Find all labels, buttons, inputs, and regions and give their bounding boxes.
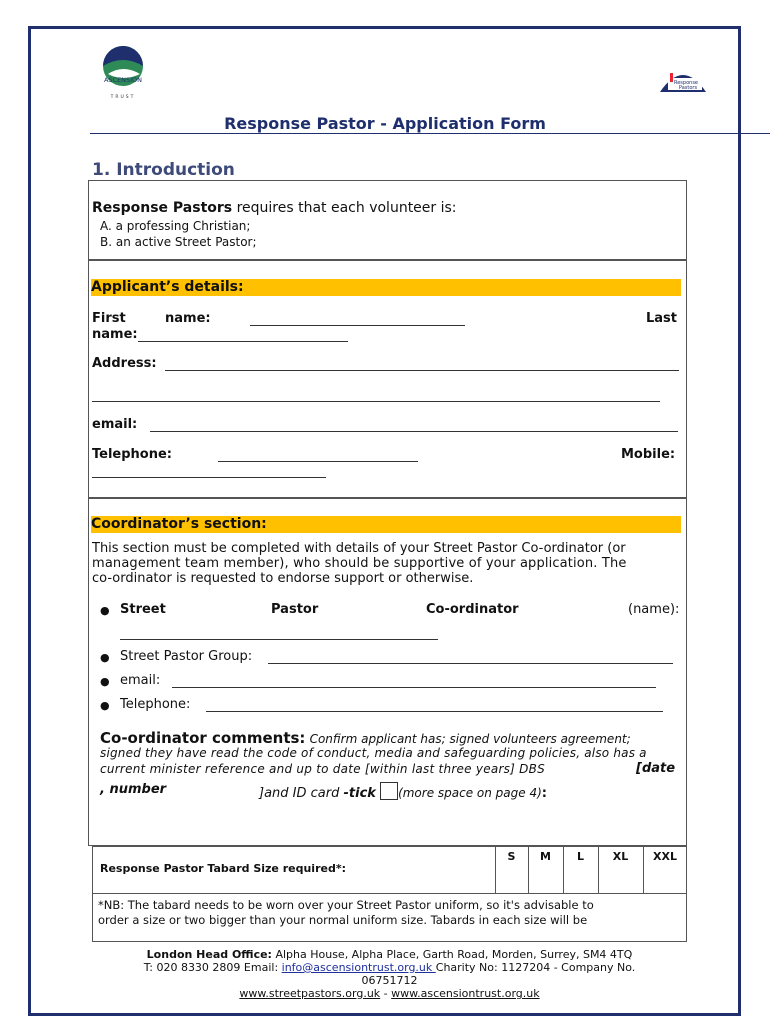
last-name-field[interactable] <box>138 341 348 342</box>
mobile-field[interactable] <box>92 477 326 478</box>
footer-office: London Head Office: Alpha House, Alpha Place, Garth Road, Morden, Surrey, SM4 4TQ <box>146 948 633 961</box>
tabard-note-line1: *NB: The tabard needs to be worn over your Street Pastor uniform, so it's advisable to <box>98 898 594 912</box>
intro-item-b: B. an active Street Pastor; <box>100 235 257 249</box>
last-name-label: Last <box>646 311 678 326</box>
title-divider <box>90 133 770 134</box>
bullet-icon: ● <box>100 675 110 688</box>
size-table-divider <box>92 893 687 894</box>
intro-lead: Response Pastors requires that each volunteer is: <box>92 200 457 216</box>
coordinator-name-word3: Co-ordinator <box>426 602 519 617</box>
street-pastor-group-label: Street Pastor Group: <box>120 649 253 664</box>
coordinator-name-word4: (name): <box>628 602 680 617</box>
size-xxl-cell[interactable]: XXL <box>653 850 677 863</box>
svg-text:Pastors: Pastors <box>678 85 698 91</box>
telephone-label: Telephone: <box>92 447 172 462</box>
coordinator-telephone-field[interactable] <box>206 711 663 712</box>
coordinator-name-field[interactable] <box>120 639 438 640</box>
first-name-label-2: name: <box>165 311 211 326</box>
ascension-trust-logo <box>88 44 158 102</box>
footer-site1-link[interactable]: www.streetpastors.org.uk <box>239 987 381 1000</box>
svg-text:TRUST: TRUST <box>110 95 136 100</box>
size-s-cell[interactable]: S <box>507 850 516 863</box>
svg-text:ASCENSION: ASCENSION <box>103 76 143 84</box>
footer-contact: T: 020 8330 2809 Email: info@ascensiontrust.org.uk Charity No: 1127204 - Company No. <box>143 961 636 974</box>
coordinator-comments-number: , number <box>100 782 167 797</box>
first-name-field[interactable] <box>250 325 465 326</box>
section-heading-introduction: 1. Introduction <box>92 160 235 180</box>
address-field-line1[interactable] <box>165 370 679 371</box>
footer-websites: www.streetpastors.org.uk - www.ascensiontrust.org.uk <box>239 987 540 1000</box>
email-label: email: <box>92 417 138 432</box>
coordinator-name-word2: Pastor <box>271 602 319 617</box>
coordinator-heading: Coordinator’s section: <box>91 516 681 533</box>
first-name-label: First <box>92 311 126 326</box>
tabard-size-label: Response Pastor Tabard Size required*: <box>100 862 346 875</box>
email-field[interactable] <box>150 431 678 432</box>
coordinator-comments-line1: Co-ordinator comments: Confirm applicant has; signed volunteers agreement; <box>100 729 631 747</box>
size-m-cell[interactable]: M <box>540 850 551 863</box>
form-title: Response Pastor - Application Form <box>224 114 546 133</box>
applicant-heading: Applicant’s details: <box>91 279 681 296</box>
bullet-icon: ● <box>100 651 110 664</box>
id-tick-checkbox[interactable] <box>380 782 398 800</box>
bullet-icon: ● <box>100 699 110 712</box>
coordinator-para-line2: management team member), who should be supportive of your application. The <box>92 556 627 571</box>
bullet-icon: ● <box>100 604 110 617</box>
footer-email-link[interactable]: info@ascensiontrust.org.uk <box>281 961 436 974</box>
response-pastors-logo <box>658 64 708 94</box>
coordinator-comments-id: ]and ID card -tick (more space on page 4): <box>259 782 547 801</box>
mobile-label: Mobile: <box>621 447 676 462</box>
footer-company-no: 06751712 <box>361 974 418 987</box>
coordinator-telephone-label: Telephone: <box>120 697 191 712</box>
size-l-cell[interactable]: L <box>576 850 584 863</box>
intro-item-a: A. a professing Christian; <box>100 219 251 233</box>
size-xl-cell[interactable]: XL <box>612 850 629 863</box>
coordinator-name-word1: Street <box>120 602 166 617</box>
coordinator-para-line1: This section must be completed with details of your Street Pastor Co-ordinator (or <box>92 541 626 556</box>
footer-site2-link[interactable]: www.ascensiontrust.org.uk <box>391 987 540 1000</box>
last-name-label-2: name: <box>92 327 138 342</box>
coordinator-para-line3: co-ordinator is requested to endorse support or otherwise. <box>92 571 474 586</box>
coordinator-email-label: email: <box>120 673 161 688</box>
svg-text:Response: Response <box>673 80 699 86</box>
coordinator-email-field[interactable] <box>172 687 656 688</box>
address-field-line2[interactable] <box>92 401 660 402</box>
coordinator-comments-date: [date <box>636 761 676 776</box>
coordinator-comments-line2: signed they have read the code of conduct, media and safeguarding policies, also has a <box>100 746 647 760</box>
address-label: Address: <box>92 356 157 371</box>
coordinator-comments-line3: current minister reference and up to date [within last three years] DBS <box>100 762 545 776</box>
tabard-note-line2: order a size or two bigger than your normal uniform size. Tabards in each size will be <box>98 913 588 927</box>
street-pastor-group-field[interactable] <box>268 663 673 664</box>
telephone-field[interactable] <box>218 461 418 462</box>
